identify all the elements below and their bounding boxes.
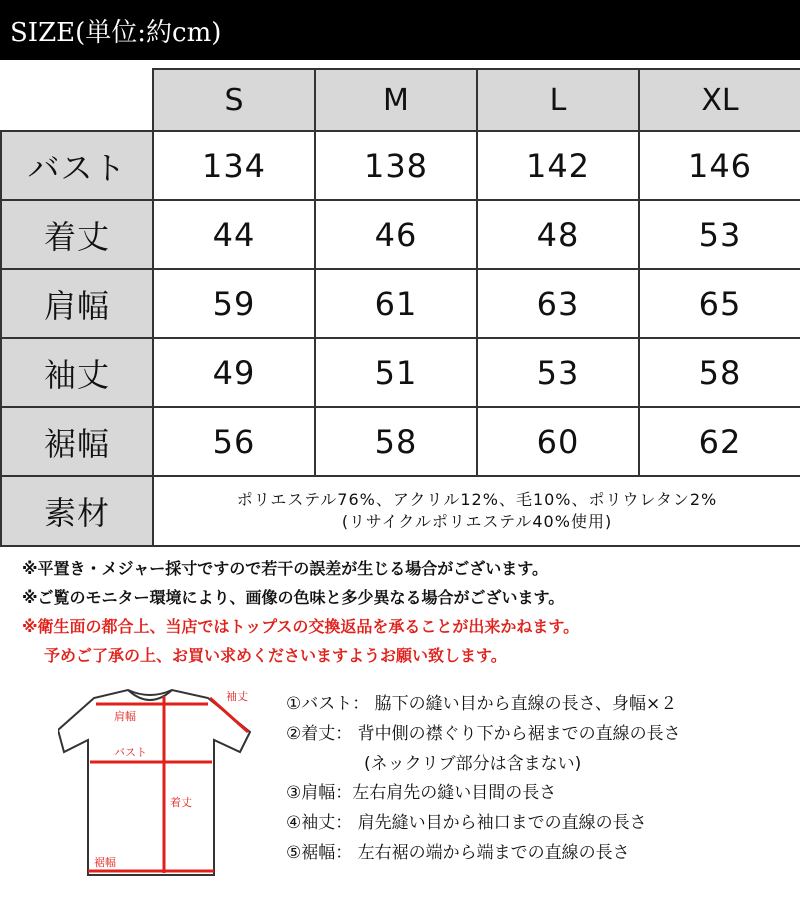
cell-value: 134 [153,131,315,200]
cell-value: 48 [477,200,639,269]
cell-value: 53 [639,200,800,269]
cell-value: 58 [639,338,800,407]
cell-value: 44 [153,200,315,269]
table-row [1,407,800,476]
desc-bust: ①バスト： 脇下の縫い目から直線の長さ、身幅×２ [286,694,678,714]
row-label-sleeve: 袖丈 [1,338,153,407]
size-header-row [1,69,800,131]
size-table [0,68,800,547]
label-hem: 裾幅 [94,856,116,869]
label-shoulder: 肩幅 [114,710,136,723]
desc-hem: ⑤裾幅： 左右裾の端から端までの直線の長さ [286,842,630,863]
cell-value: 62 [639,407,800,476]
cell-value: 53 [477,338,639,407]
desc-shoulder: ③肩幅：左右肩先の縫い目間の長さ [286,783,557,804]
desc-sleeve: ④袖丈： 肩先縫い目から袖口までの直線の長さ [286,813,647,834]
size-header-s: S [153,69,315,131]
cell-value: 56 [153,407,315,476]
size-header-xl: XL [639,69,800,131]
cell-value: 65 [639,269,800,338]
table-row [1,269,800,338]
table-row [1,131,800,200]
cell-value: 46 [315,200,477,269]
cell-value: 58 [315,407,477,476]
note-monitor: ※ご覧のモニター環境により、画像の色味と多少異なる場合がございます。 [22,588,565,607]
title-bar [0,0,800,60]
page-title: SIZE(単位:約cm) [10,17,222,48]
material-row [1,476,800,546]
notes-section [22,554,792,670]
table-row [1,200,800,269]
material-cell [153,476,800,546]
row-label-hem: 裾幅 [1,407,153,476]
shirt-outline [58,690,250,875]
material-line-1: ポリエステル76%、アクリル12%、毛10%、ポリウレタン2% [236,490,718,509]
table-row [1,338,800,407]
tshirt-icon [58,670,268,895]
cell-value: 51 [315,338,477,407]
cell-value: 49 [153,338,315,407]
material-line-2: (リサイクルポリエステル40%使用) [341,512,613,531]
cell-value: 146 [639,131,800,200]
cell-value: 138 [315,131,477,200]
cell-value: 61 [315,269,477,338]
row-label-shoulder: 肩幅 [1,269,153,338]
note-understanding: 予めご了承の上、お買い求めくださいますようお願い致します。 [44,646,507,665]
row-label-bust: バスト [1,131,153,200]
cell-value: 60 [477,407,639,476]
note-return-policy: ※衛生面の都合上、当店ではトップスの交換返品を承ることが出来かねます。 [22,617,580,636]
desc-length: ②着丈： 背中側の襟ぐり下から裾までの直線の長さ [286,723,681,744]
measurement-descriptions [286,690,796,869]
size-header-m: M [315,69,477,131]
cell-value: 142 [477,131,639,200]
cell-value: 63 [477,269,639,338]
desc-length-note: (ネックリブ部分は含まない) [364,753,582,774]
corner-cell [1,69,153,131]
cell-value: 59 [153,269,315,338]
size-header-l: L [477,69,639,131]
label-length: 着丈 [170,796,192,809]
label-bust: バスト [114,746,147,759]
row-label-material: 素材 [1,476,153,546]
label-sleeve: 袖丈 [226,690,248,703]
note-measurement: ※平置き・メジャー採寸ですので若干の誤差が生じる場合がございます。 [22,559,548,578]
tshirt-diagram [58,670,268,895]
row-label-length: 着丈 [1,200,153,269]
